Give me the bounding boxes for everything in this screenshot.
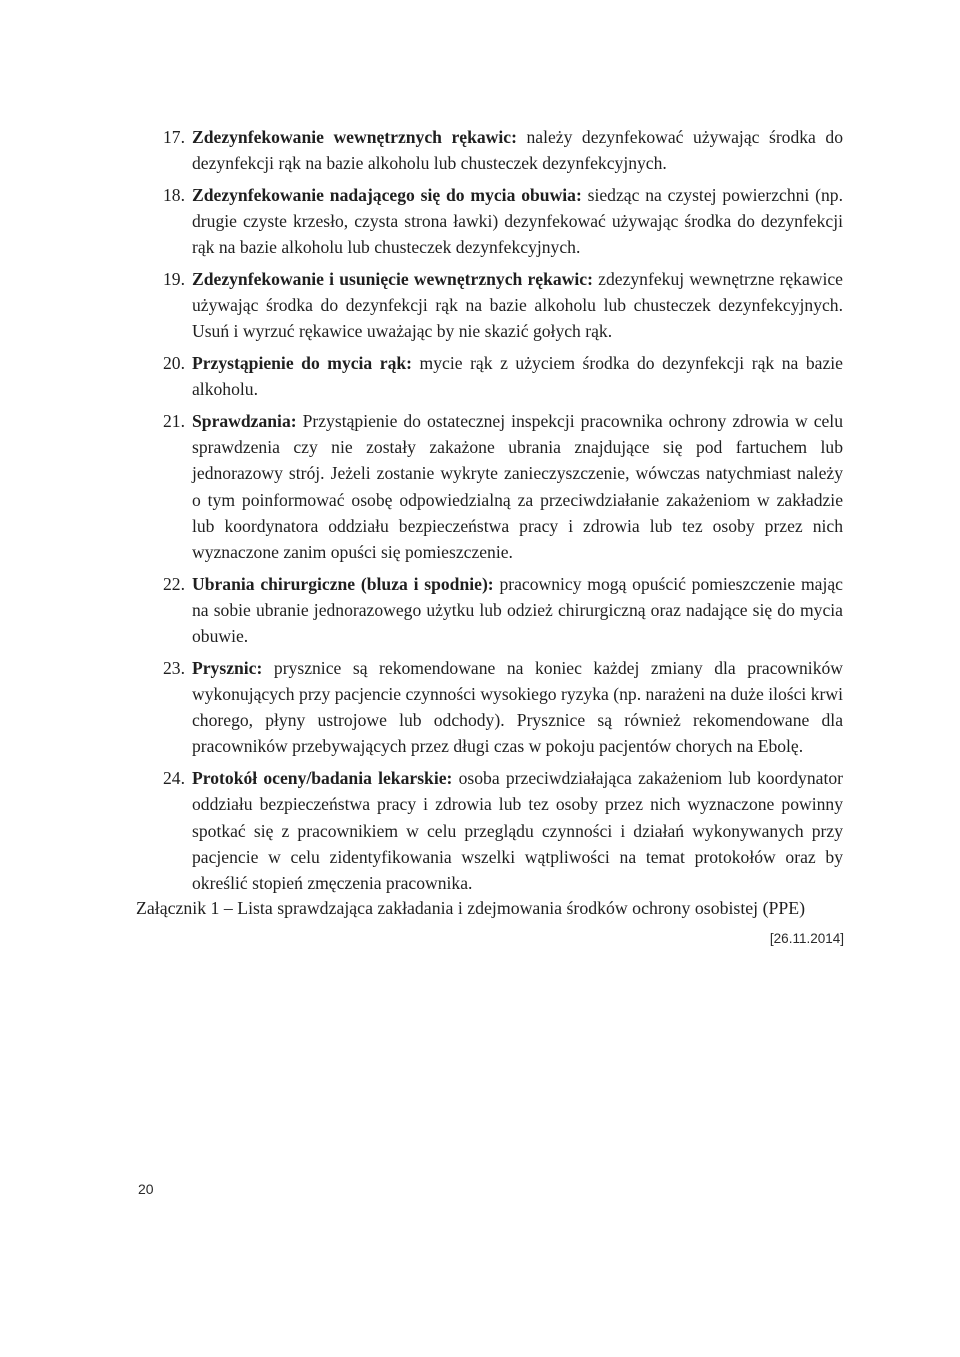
list-item [163, 350, 843, 402]
list-item [163, 571, 843, 650]
list-item [163, 408, 843, 565]
item-number: 23. [163, 657, 185, 678]
page-number: 20 [138, 1181, 154, 1197]
annex-heading: Załącznik 1 – Lista sprawdzająca zakładania i zdejmowania środków ochrony osobistej (PPE) [136, 898, 806, 918]
item-title: Zdezynfekowanie wewnętrznych rękawic: [192, 127, 517, 147]
item-title: Sprawdzania: [192, 411, 297, 432]
item-title: Ubrania chirurgiczne (bluza i spodnie): [192, 573, 494, 594]
item-title: Prysznic: [192, 657, 263, 678]
procedure-steps-list [163, 124, 843, 902]
item-text: pracownicy mogą opuścić pomieszczenie mając na sobie ubranie jednorazowego użytku lub odzież chirurgiczną oraz nadające się do mycia obuwie. [192, 573, 843, 647]
item-text: prysznice są rekomendowane na koniec każdej zmiany dla pracowników wykonujących przy pacjencie czynności wysokiego ryzyka (np. narażeni na duże ilości krwi chorego, płyny ustrojowe lub odchody). Prysznice są również rekomendowane dla pracowników przebywających przez długi czas w pokoju pacjentów chorych na Ebolę. [192, 657, 843, 757]
item-number: 17. [163, 127, 185, 147]
list-item [163, 182, 843, 261]
item-text: należy dezynfekować używając środka do dezynfekcji rąk na bazie alkoholu lub chusteczek dezynfekcyjnych. [192, 127, 843, 174]
list-item [163, 266, 843, 345]
item-title: Przystąpienie do mycia rąk: [192, 353, 413, 374]
list-item [163, 124, 843, 176]
item-text: Przystąpienie do ostatecznej inspekcji pracownika ochrony zdrowia w celu sprawdzenia czy nie zostały zakażone ubrania znajdujące się pod fartuchem lub jednorazowy strój. Jeżeli zostanie wykryte zanieczyszczenie, wówczas natychmiast należy o tym poinformować osobę odpowiedzialną za przeciwdziałanie zakażeniom w zakładzie lub koordynatora oddziału bezpieczeństwa pracy i zdrowia lub tez osoby przez nich wyznaczone zanim opuści się pomieszczenie. [192, 411, 843, 563]
item-number: 20. [163, 353, 185, 374]
item-number: 21. [163, 411, 185, 432]
list-item [163, 765, 843, 896]
item-number: 19. [163, 269, 185, 290]
document-date: [26.11.2014] [769, 931, 844, 946]
item-title: Zdezynfekowanie nadającego się do mycia obuwia: [192, 184, 582, 205]
item-number: 24. [163, 768, 185, 789]
item-text: siedząc na czystej powierzchni (np. drugie czyste krzesło, czysta strona ławki) dezynfekować używając środka do dezynfekcji rąk na bazie alkoholu lub chusteczek dezynfekcyjnych. [192, 184, 843, 258]
item-number: 18. [163, 184, 185, 205]
item-title: Zdezynfekowanie i usunięcie wewnętrznych rękawic: [192, 269, 593, 290]
item-title: Protokół oceny/badania lekarskie: [192, 768, 453, 789]
item-number: 22. [163, 573, 185, 594]
item-text: zdezynfekuj wewnętrzne rękawice używając środka do dezynfekcji rąk na bazie alkoholu lub chusteczek dezynfekcyjnych. Usuń i wyrzuć rękawice uważając by nie skazić gołych rąk. [192, 269, 843, 342]
item-text: osoba przeciwdziałająca zakażeniom lub koordynator oddziału bezpieczeństwa pracy i zdrowia lub tez osoby przez nich wyznaczone powinny spotkać się z pracownikiem w celu przeglądu czynności i działań wykonywanych przy pacjencie w celu zidentyfikowania wszelki wątpliwości na temat protokołów oraz by określić stopień zmęczenia pracownika. [192, 768, 843, 893]
list-item [163, 655, 843, 760]
item-text: mycie rąk z użyciem środka do dezynfekcji rąk na bazie alkoholu. [192, 353, 843, 400]
